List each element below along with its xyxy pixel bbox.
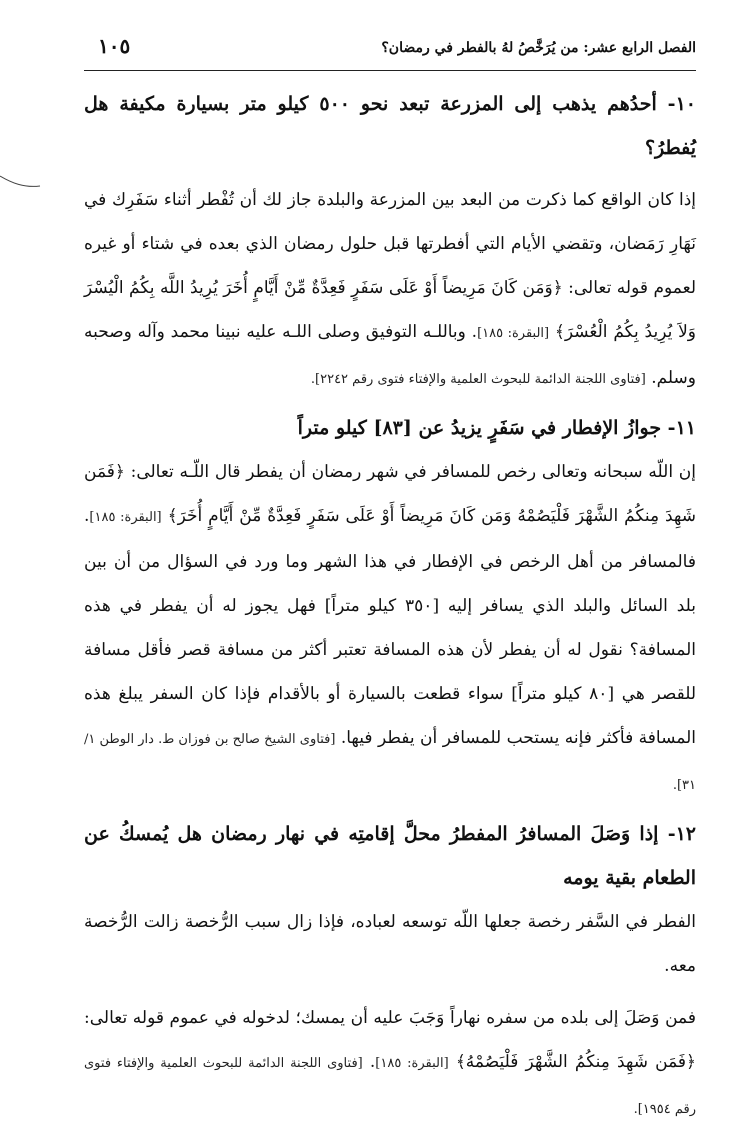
answer-text: إن اللّه سبحانه وتعالى رخص للمسافر في شهر رمضان أن يفطر قال اللّـه تعالى: ﴿فَمَن شَهِدَ مِنكُمُ الشَّهْرَ فَلْيَصُمْهُ وَمَن كَانَ مَرِيضاً أَوْ عَلَى سَفَرٍ فَعِدَّةٌ مِّنْ أَيَّامٍ أُخَرَ﴾ bbox=[84, 462, 697, 526]
page-content bbox=[84, 82, 697, 1117]
answer-text-continued: . فالمسافر من أهل الرخص في الإفطار في هذا الشهر وما ورد في السؤال من أن بين بلد السائل والبلد الذي يسافر إليه [٣٥٠ كيلو متراً] فهل يجوز له أن يفطر في هذه المسافة؟ نقول له أن يفطر لأن هذه المسافة تعتبر أكثر من مسافة قصر فأقل مسافة للقصر هي [٨٠ كيلو متراً] سواء قطعت بالسيارة أو بالأقدام فإذا كان السفر يبلغ هذه المسافة فأكثر فإنه يستحب للمسافر أن يفطر فيها. bbox=[84, 506, 696, 748]
running-header bbox=[84, 30, 696, 71]
answer-paragraph-12a bbox=[84, 900, 696, 988]
answer-text: الفطر في السَّفر رخصة جعلها اللّه توسعه لعباده، فإذا زال سبب الرُّخصة زالت الرُّخصة معه. bbox=[84, 912, 696, 976]
verse-reference: [البقرة: ١٨٥] bbox=[477, 326, 550, 341]
answer-paragraph-12b bbox=[84, 996, 696, 1132]
page-number: ١٠٥ bbox=[98, 34, 131, 58]
question-title-12: ١٢- إذا وَصَلَ المسافرُ المفطرُ محلَّ إقامتِه في نهار رمضان هل يُمسكُ عن الطعام بقية يومه bbox=[84, 823, 696, 889]
answer-text-continued: . bbox=[369, 1052, 376, 1072]
answer-paragraph-10 bbox=[84, 178, 696, 402]
margin-pencil-mark bbox=[0, 0, 60, 200]
answer-text: فمن وَصَلَ إلى بلده من سفره نهاراً وَجَبَ عليه أن يمسك؛ لدخوله في عموم قوله تعالى: ﴿فَمَن شَهِدَ مِنكُمُ الشَّهْرَ فَلْيَصُمْهُ﴾ bbox=[84, 1008, 696, 1072]
fatwa-source: [فتاوى الشيخ صالح بن فوزان ط. دار الوطن ١/ ٣١]. bbox=[84, 732, 696, 793]
question-title-11: ١١- جوازُ الإفطار في سَفَرٍ يزيدُ عن [٨٣] كيلو متراً bbox=[297, 417, 696, 439]
fatwa-source: [فتاوى اللجنة الدائمة للبحوث العلمية والإفتاء فتوى رقم ١٩٥٤]. bbox=[84, 1056, 696, 1117]
verse-reference: [البقرة: ١٨٥] bbox=[89, 510, 162, 525]
answer-text: إذا كان الواقع كما ذكرت من البعد بين المزرعة والبلدة جاز لك أن تُفْطر أثناء سَفَرِك في نَهَارِ رَمَضان، وتقضي الأيام التي أفطرتها قبل حلول رمضان الذي بعده في شتاء أو غيره لعموم قوله تعالى: ﴿وَمَن كَانَ مَرِيضاً أَوْ عَلَى سَفَرٍ فَعِدَّةٌ مِّنْ أَيَّامٍ أُخَرَ يُرِيدُ اللَّه بِكُمُ الْيُسْرَ وَلاَ يُرِيدُ بِكُمُ الْعُسْرَ﴾ bbox=[84, 190, 696, 342]
verse-reference: [البقرة: ١٨٥] bbox=[375, 1056, 449, 1071]
answer-text-continued: . وباللـه التوفيق وصلى اللـه عليه نبينا محمد وآله وصحبه وسلم. bbox=[84, 322, 696, 388]
question-title-10: ١٠- أحدُهم يذهب إلى المزرعة تبعد نحو ٥٠٠ كيلو متر بسيارة مكيفة هل يُفطرُ؟ bbox=[84, 93, 696, 159]
answer-paragraph-11 bbox=[84, 450, 696, 808]
fatwa-source: [فتاوى اللجنة الدائمة للبحوث العلمية والإفتاء فتوى رقم ٢٢٤٢]. bbox=[310, 372, 646, 387]
chapter-title: الفصل الرابع عشر: من يُرَخَّصُ لهُ بالفطر في رمضان؟ bbox=[381, 40, 696, 56]
